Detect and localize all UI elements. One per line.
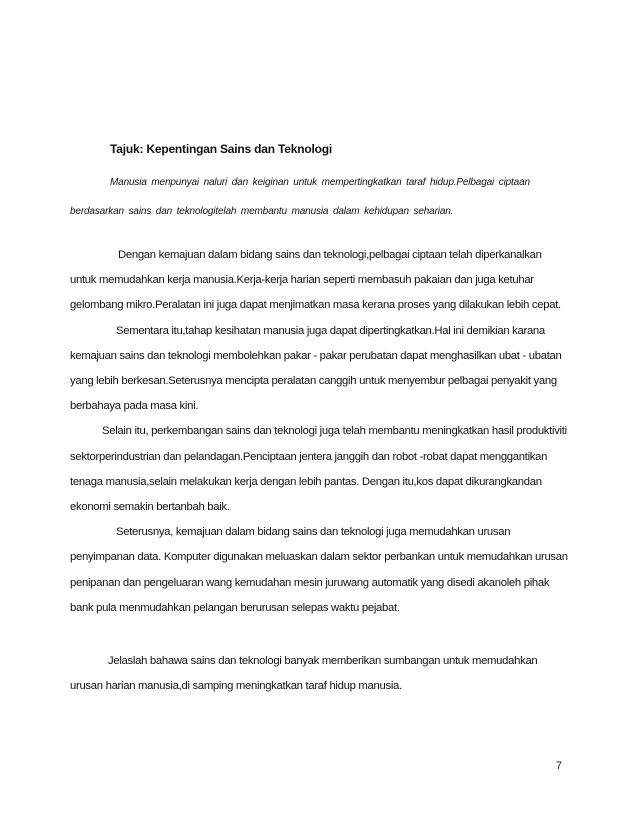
body-paragraph: Jelaslah bahawa sains dan teknologi banyak memberikan sumbangan untuk memudahkan urusan harian manusia,di samping meningkatkan taraf hidup manusia. — [70, 655, 538, 693]
body-paragraph: Sementara itu,tahap kesihatan manusia juga dapat dipertingkatkan.Hal ini demikian karana kemajuan sains dan teknologi membolehkan pakar - pakar perubatan dapat menghasilkan ubat - ubatan yang lebih berkesan.Seterusnya mencipta peralatan canggih untuk menyembur pelbagai penyakit yang berbahaya pada masa kini. — [70, 324, 562, 413]
document-title: Tajuk: Kepentingan Sains dan Teknologi — [110, 142, 332, 156]
body-paragraph: Dengan kemajuan dalam bidang sains dan teknologi,pelbagai ciptaan telah diperkanalkan untuk memudahkan kerja manusia.Kerja-kerja harian seperti membasuh pakaian dan juga ketuhar gelombang mikro.Peralatan ini juga dapat menjimatkan masa kerana proses yang dilakukan lebih cepat. — [70, 249, 561, 312]
page-number: 7 — [555, 760, 562, 772]
body-paragraph: Seterusnya, kemajuan dalam bidang sains dan teknologi juga memudahkan urusan penyimpanan data. Komputer digunakan meluaskan dalam sektor perbankan untuk memudahkan urusan penipanan dan pengeluaran wang kemudahan mesin juruwang automatik yang disedi akanoleh pihak bank pula menmudahkan pelangan berurusan selepas waktu pejabat. — [70, 526, 568, 614]
body-paragraph: Selain itu, perkembangan sains dan teknologi juga telah membantu meningkatkan hasil produktiviti sektorperindustrian dan pelandagan.Penciptaan jentera janggih dan robot -robat dapat menggantikan tenaga manusia,selain melakukan kerja dengan lebih pantas. Dengan itu,kos dapat dikurangkandan ekonomi semakin bertanbah baik. — [70, 425, 567, 514]
intro-paragraph: Manusia menpunyai naluri dan keiginan untuk mempertingkatkan taraf hidup.Pelbagai ciptaan berdasarkan sains dan teknologitelah membantu manusia dalam kehidupan seharian. — [70, 177, 530, 217]
document-body — [70, 243, 570, 699]
